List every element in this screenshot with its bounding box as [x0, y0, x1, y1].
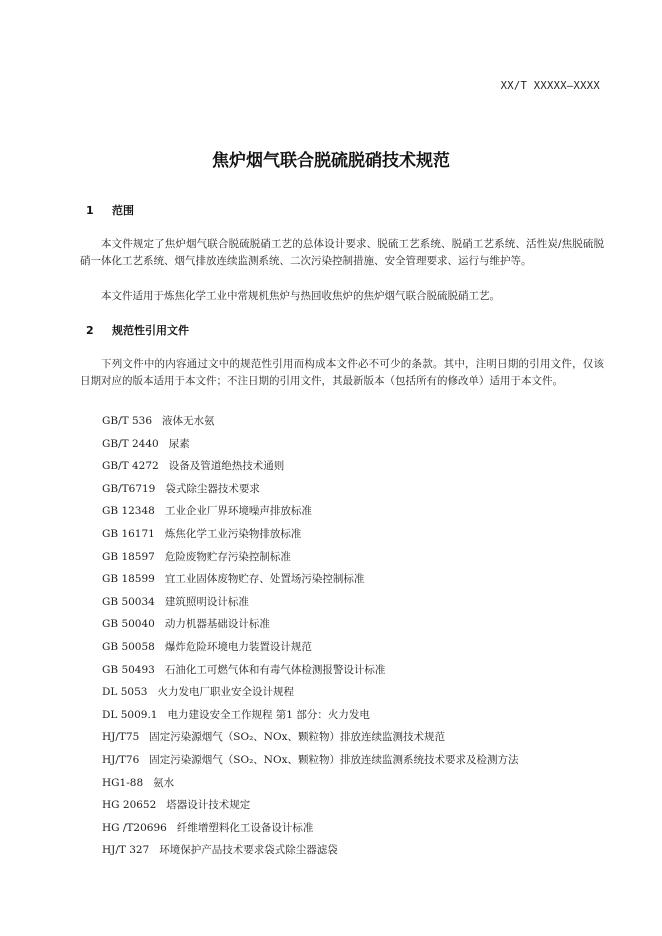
reference-item [102, 591, 519, 614]
reference-item [102, 772, 519, 795]
reference-item [102, 613, 519, 636]
reference-item [102, 839, 519, 862]
reference-item [102, 636, 519, 659]
reference-item [102, 794, 519, 817]
section-2-heading [86, 322, 189, 338]
reference-title: 尿素 [168, 437, 190, 450]
reference-code: GB/T 4272 [102, 460, 159, 473]
normative-references-intro: 下列文件中的内容通过文中的规范性引用而构成本文件必不可少的条款。其中，注明日期的引用文件，仅该日期对应的版本适用于本文件；不注日期的引用文件，其最新版本（包括所有的修改单）适用于本文件。 [80, 358, 604, 387]
reference-code: GB 50034 [102, 595, 155, 608]
reference-item [102, 704, 519, 727]
section-title: 范围 [112, 204, 134, 217]
reference-code: GB/T 536 [102, 415, 153, 427]
reference-title: 固定污染源烟气（SO₂、NOx、颗粒物）排放连续监测技术规范 [149, 731, 446, 744]
reference-item [102, 568, 519, 591]
reference-code: HG /T20696 [102, 821, 167, 834]
section-title: 规范性引用文件 [112, 324, 189, 337]
reference-item [102, 478, 519, 501]
reference-code: HJ/T75 [102, 731, 140, 744]
section-1-heading [86, 202, 134, 218]
reference-item [102, 523, 519, 546]
reference-list [102, 410, 519, 862]
standard-number: XX/T XXXXX—XXXX [500, 80, 600, 92]
reference-item [102, 410, 519, 433]
reference-code: HG1-88 [102, 776, 144, 789]
reference-title: 环境保护产品技术要求袋式除尘器滤袋 [159, 844, 338, 857]
reference-title: 固定污染源烟气（SO₂、NOx、颗粒物）排放连续监测系统技术要求及检测方法 [149, 753, 519, 766]
reference-code: GB 16171 [102, 527, 155, 540]
reference-code: HG 20652 [102, 799, 157, 812]
reference-item [102, 433, 519, 456]
reference-code: GB 50040 [102, 618, 155, 631]
reference-code: GB 50058 [102, 640, 155, 653]
reference-title: 电力建设安全工作规程 第1 部分：火力发电 [167, 708, 370, 721]
reference-code: GB 50493 [102, 663, 155, 676]
reference-title: 工业企业厂界环境噪声排放标准 [164, 505, 312, 518]
scope-paragraph-1: 本文件规定了焦炉烟气联合脱硫脱硝工艺的总体设计要求、脱硫工艺系统、脱硝工艺系统、活性炭/焦脱硫脱硝一体化工艺系统、烟气排放连续监测系统、二次污染控制措施、安全管理要求、运行与维护等。 [80, 238, 604, 267]
reference-item [102, 659, 519, 682]
reference-title: 设备及管道绝热技术通则 [168, 460, 285, 473]
reference-title: 炼焦化学工业污染物排放标准 [164, 527, 302, 540]
reference-title: 火力发电厂职业安全设计规程 [157, 686, 294, 699]
document-title: 焦炉烟气联合脱硫脱硝技术规范 [212, 151, 450, 171]
reference-code: DL 5053 [102, 686, 148, 699]
reference-title: 袋式除尘器技术要求 [165, 482, 260, 495]
reference-title: 建筑照明设计标准 [164, 595, 249, 608]
reference-item [102, 500, 519, 523]
reference-title: 液体无水氨 [162, 415, 215, 427]
reference-title: 危险废物贮存污染控制标准 [164, 550, 291, 563]
reference-title: 动力机器基础设计标准 [164, 618, 270, 631]
reference-item [102, 681, 519, 704]
reference-title: 石油化工可燃气体和有毒气体检测报警设计标准 [164, 663, 386, 676]
reference-item [102, 749, 519, 772]
reference-code: GB/T6719 [102, 482, 156, 495]
reference-code: HJ/T76 [102, 753, 140, 766]
reference-title: 宜工业固体废物贮存、处置场污染控制标准 [164, 573, 365, 586]
reference-item [102, 546, 519, 569]
reference-item [102, 726, 519, 749]
reference-item [102, 817, 519, 840]
reference-code: DL 5009.1 [102, 708, 158, 721]
reference-title: 氨水 [153, 776, 175, 789]
reference-code: GB 12348 [102, 505, 155, 518]
section-number: 1 [86, 204, 94, 217]
reference-title: 塔器设计技术规定 [166, 799, 251, 812]
reference-title: 纤维增塑料化工设备设计标准 [176, 821, 314, 834]
reference-code: GB 18597 [102, 550, 155, 563]
section-number: 2 [86, 324, 94, 337]
scope-paragraph-2: 本文件适用于炼焦化学工业中常规机焦炉与热回收焦炉的焦炉烟气联合脱硫脱硝工艺。 [101, 290, 500, 302]
reference-code: HJ/T 327 [102, 844, 150, 857]
reference-item [102, 455, 519, 478]
reference-title: 爆炸危险环境电力装置设计规范 [164, 640, 312, 653]
reference-code: GB/T 2440 [102, 437, 159, 450]
reference-code: GB 18599 [102, 573, 155, 586]
